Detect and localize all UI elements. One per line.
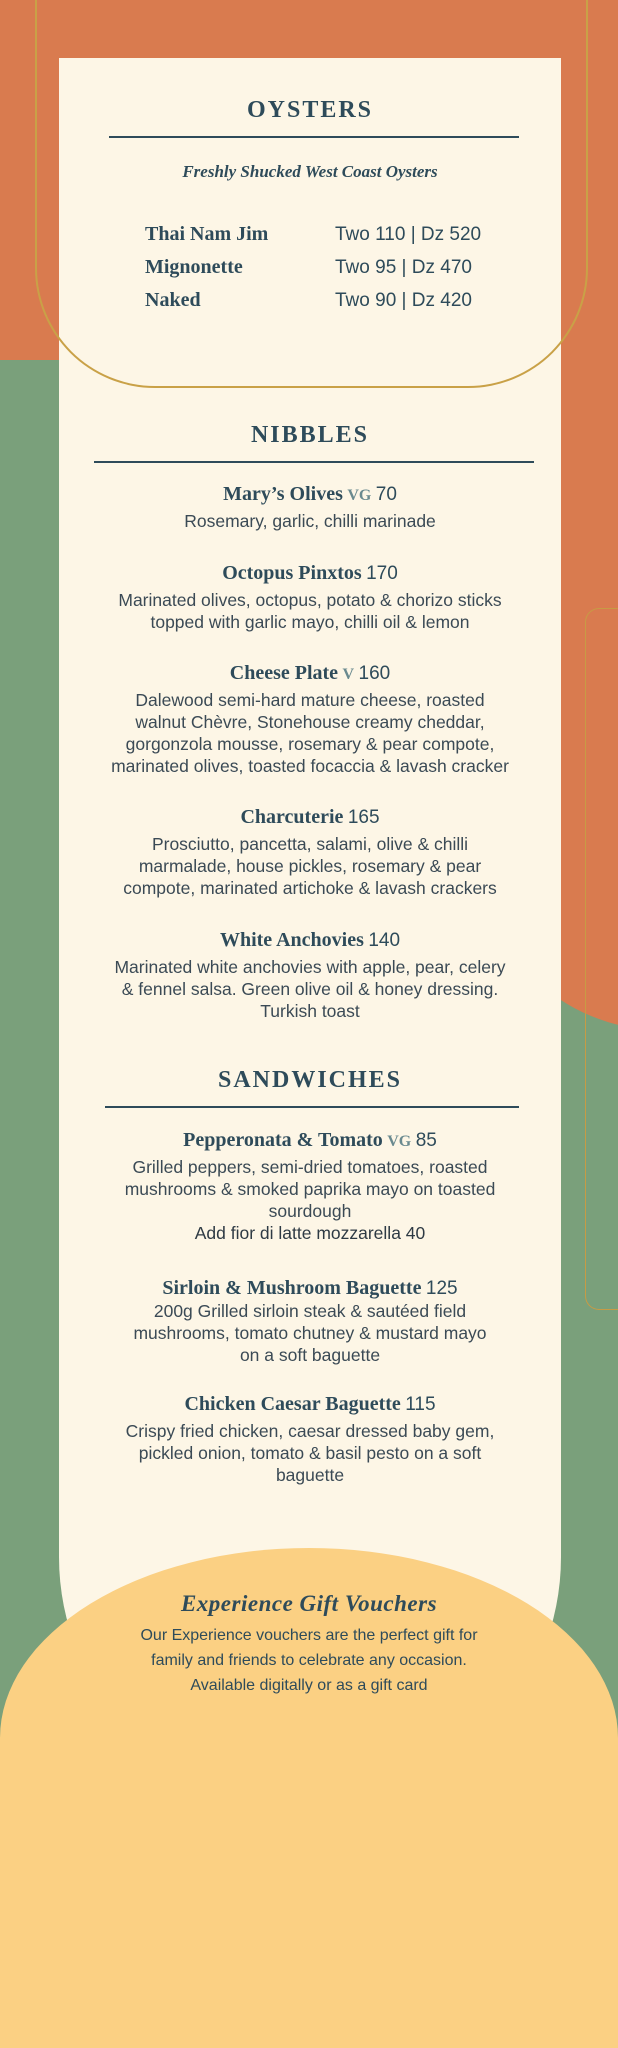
description-line: marinated olives, toasted focaccia & lavash cracker <box>111 756 509 776</box>
description-line: Prosciutto, pancetta, salami, olive & chilli <box>151 834 469 854</box>
description-line: marmalade, house pickles, rosemary & pear <box>138 856 482 876</box>
voucher-line: family and friends to celebrate any occasion. <box>151 1652 467 1669</box>
description-line: Crispy fried chicken, caesar dressed baby gem, <box>125 1421 495 1441</box>
menu-item <box>59 562 561 633</box>
description-line: & fennel salsa. Green olive oil & honey dressing. <box>121 979 499 999</box>
description-line: Marinated white anchovies with apple, pear, celery <box>114 957 506 977</box>
section-rule <box>105 1106 519 1108</box>
item-price: 70 <box>375 484 397 505</box>
description-line: Turkish toast <box>260 1001 360 1021</box>
oyster-price: Two 90 | Dz 420 <box>335 290 472 311</box>
voucher-line: Available digitally or as a gift card <box>190 1677 428 1694</box>
item-price: 170 <box>366 563 398 584</box>
section-title-nibbles: NIBBLES <box>250 422 370 448</box>
item-price: 165 <box>347 807 380 828</box>
voucher-section <box>0 1591 618 1698</box>
section-rule <box>109 136 519 138</box>
decorative-gold-arc <box>35 0 588 388</box>
description-line: sourdough <box>268 1201 352 1221</box>
description-line: pickled onion, tomato & basil pesto on a soft <box>138 1443 482 1463</box>
section-rule <box>94 461 534 463</box>
dietary-tag: VG <box>387 1133 412 1150</box>
item-description <box>59 956 561 1022</box>
oyster-item <box>145 284 485 317</box>
decorative-gold-line <box>585 608 618 1310</box>
item-description <box>59 1156 561 1222</box>
description-line: Grilled peppers, semi-dried tomatoes, roasted <box>132 1157 488 1177</box>
menu-item <box>59 929 561 1022</box>
item-name: Sirloin & Mushroom Baguette <box>162 1277 422 1299</box>
item-description <box>59 689 561 777</box>
description-line: baguette <box>275 1465 345 1485</box>
oyster-price: Two 95 | Dz 470 <box>335 257 472 278</box>
item-name: Charcuterie <box>240 806 344 828</box>
item-price: 125 <box>425 1278 458 1299</box>
description-line: mushrooms & smoked paprika mayo on toasted <box>124 1179 496 1199</box>
description-line: Rosemary, garlic, chilli marinade <box>184 511 436 531</box>
oyster-item <box>145 251 485 284</box>
section-title-oysters: OYSTERS <box>246 97 374 123</box>
description-line: Marinated olives, octopus, potato & chorizo sticks <box>118 590 502 610</box>
voucher-text <box>0 1623 618 1698</box>
oyster-item <box>145 218 485 251</box>
item-description <box>59 589 561 633</box>
item-description <box>59 510 561 532</box>
item-price: 140 <box>368 930 401 951</box>
description-line: compote, marinated artichoke & lavash crackers <box>123 878 497 898</box>
voucher-title: Experience Gift Vouchers <box>180 1591 438 1616</box>
item-price: 115 <box>405 1394 436 1415</box>
description-line: 200g Grilled sirloin steak & sautéed field <box>153 1301 467 1321</box>
description-line: walnut Chèvre, Stonehouse creamy cheddar, <box>135 712 485 732</box>
item-name: Chicken Caesar Baguette <box>184 1393 401 1415</box>
dietary-tag: V <box>342 666 355 683</box>
menu-item <box>59 1129 561 1244</box>
oyster-name: Mignonette <box>145 256 243 278</box>
menu-item <box>59 483 561 532</box>
item-name: Mary’s Olives <box>223 483 343 505</box>
item-name: Pepperonata & Tomato <box>183 1129 383 1151</box>
description-line: topped with garlic mayo, chilli oil & lemon <box>150 612 470 632</box>
item-price: 85 <box>415 1130 437 1151</box>
item-price: 160 <box>358 663 391 684</box>
menu-item <box>59 1277 561 1366</box>
oyster-price: Two 110 | Dz 520 <box>335 224 482 245</box>
dietary-tag: VG <box>347 487 372 504</box>
oyster-name: Thai Nam Jim <box>145 223 269 245</box>
item-addon: Add fior di latte mozzarella 40 <box>194 1223 426 1243</box>
menu-item <box>59 662 561 777</box>
voucher-line: Our Experience vouchers are the perfect gift for <box>140 1627 478 1644</box>
item-name: Cheese Plate <box>229 662 339 684</box>
description-line: mushrooms, tomato chutney & mustard mayo <box>133 1323 487 1343</box>
oyster-name: Naked <box>145 289 201 311</box>
item-name: White Anchovies <box>219 929 364 951</box>
item-description <box>59 1300 561 1366</box>
menu-item <box>59 1393 561 1486</box>
item-name: Octopus Pinxtos <box>222 562 362 584</box>
description-line: on a soft baguette <box>239 1345 381 1365</box>
description-line: Dalewood semi-hard mature cheese, roasted <box>135 690 485 710</box>
item-description <box>59 833 561 899</box>
menu-item <box>59 806 561 899</box>
description-line: gorgonzola mousse, rosemary & pear compote, <box>125 734 495 754</box>
item-description <box>59 1420 561 1486</box>
oysters-subtitle: Freshly Shucked West Coast Oysters <box>182 162 438 181</box>
section-title-sandwiches: SANDWICHES <box>217 1067 403 1093</box>
oysters-list <box>145 218 485 317</box>
